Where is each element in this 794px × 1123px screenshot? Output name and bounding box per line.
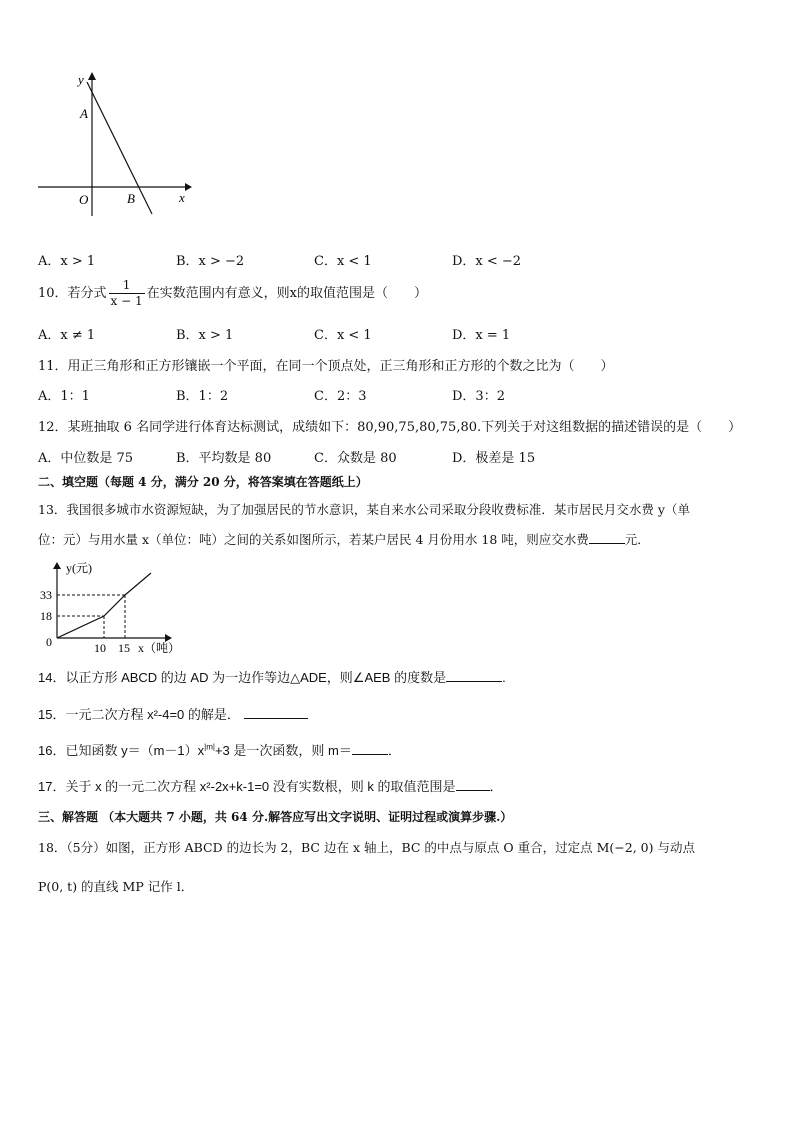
q11-option-b: B．1：2 <box>176 389 229 404</box>
q11-option-c: C．2：3 <box>314 389 367 404</box>
q10-option-b: B．x > 1 <box>176 328 234 343</box>
q12-option-c: C．众数是 80 <box>314 451 397 466</box>
q17-end: ． <box>489 779 503 794</box>
q9-option-c: C．x < 1 <box>314 254 372 269</box>
fig1-origin-o: O <box>79 192 89 207</box>
fig2-origin: 0 <box>46 635 52 649</box>
question-13-line2 <box>38 530 650 548</box>
fig2-tick-10: 10 <box>94 641 106 655</box>
q10-prefix: 10．若分式 <box>38 286 107 301</box>
fig2-graph <box>30 560 190 655</box>
q12-option-b: B．平均数是 80 <box>176 451 272 466</box>
q13-line2-text: 位：元）与用水量 x（单位：吨）之间的关系如图所示，若某户居民 4 月份用水 18 吨，则应交水费 <box>38 532 589 547</box>
q16-end: ． <box>387 743 401 758</box>
q10-option-a: A．x ≠ 1 <box>38 328 96 343</box>
fig2-tick-15: 15 <box>118 641 130 655</box>
q12-option-a: A．中位数是 75 <box>38 451 134 466</box>
q10-option-d: D．x = 1 <box>452 328 511 343</box>
q11-option-d: D．3：2 <box>452 389 505 404</box>
fig2-y-label: y(元) <box>66 561 92 575</box>
q16-text-a: 16．已知函数 y＝（m－1）x <box>38 743 205 758</box>
q14-answer-blank <box>446 669 502 682</box>
fig2-tick-18: 18 <box>40 609 52 623</box>
question-17 <box>38 776 503 795</box>
question-18-line2: P(0, t) 的直线 MP 记作 l． <box>38 879 194 894</box>
question-15 <box>38 704 308 723</box>
fig2-tick-33: 33 <box>40 588 52 602</box>
q16-exponent: |m| <box>204 742 215 752</box>
q17-text: 17．关于 x 的一元二次方程 x²-2x+k-1=0 没有实数根，则 k 的取值范围是 <box>38 779 456 794</box>
q10-frac-num: 1 <box>109 278 145 294</box>
q13-line2-end: 元． <box>624 532 650 547</box>
fig1-graph <box>30 68 200 218</box>
q11-option-a: A．1：1 <box>38 389 90 404</box>
q13-answer-blank <box>589 531 625 544</box>
fig2-x-label: x（吨） <box>138 641 181 655</box>
q15-text: 15．一元二次方程 x²-4=0 的解是． <box>38 707 240 722</box>
q14-end: . <box>502 670 506 685</box>
q9-option-a: A．x > 1 <box>38 254 96 269</box>
q16-text-b: +3 是一次函数，则 m＝ <box>214 743 352 758</box>
question-14 <box>38 667 506 686</box>
fig1-y-label: y <box>78 72 84 87</box>
question-12: 12．某班抽取 6 名同学进行体育达标测试，成绩如下：80,90,75,80,75,80.下列关于对这组数据的描述错误的是（ ） <box>38 420 742 435</box>
q10-option-c: C．x < 1 <box>314 328 372 343</box>
q9-option-b: B．x > −2 <box>176 254 245 269</box>
q17-answer-blank <box>456 778 490 791</box>
question-10 <box>38 278 427 309</box>
fig1-point-b: B <box>127 191 135 206</box>
q10-suffix: 在实数范围内有意义，则x的取值范围是（ ） <box>146 286 427 301</box>
question-18-line1: 18．（5分）如图，正方形 ABCD 的边长为 2，BC 边在 x 轴上，BC 的中点与原点 O 重合，过定点 M(−2, 0) 与动点 <box>38 840 695 855</box>
fig1-point-a: A <box>80 106 88 121</box>
question-11: 11．用正三角形和正方形镶嵌一个平面，在同一个顶点处，正三角形和正方形的个数之比为（ ） <box>38 359 614 374</box>
fig1-x-label: x <box>179 190 185 205</box>
question-16 <box>38 740 401 759</box>
q9-option-d: D．x < −2 <box>452 254 522 269</box>
q10-frac-den: x − 1 <box>110 294 143 308</box>
q10-fraction <box>109 278 145 309</box>
q12-option-d: D．极差是 15 <box>452 451 536 466</box>
section-3-heading: 三、解答题 （本大题共 7 小题，共 64 分.解答应写出文字说明、证明过程或演算步骤.） <box>38 810 513 824</box>
q16-answer-blank <box>352 742 388 755</box>
q14-text: 14．以正方形 ABCD 的边 AD 为一边作等边△ADE，则∠AEB 的度数是 <box>38 670 447 685</box>
section-2-heading: 二、填空题（每题 4 分，满分 20 分，将答案填在答题纸上） <box>38 475 368 489</box>
question-13-line1: 13．我国很多城市水资源短缺，为了加强居民的节水意识，某自来水公司采取分段收费标准．某市居民月交水费 y（单 <box>38 502 690 517</box>
q15-answer-blank <box>244 706 308 719</box>
